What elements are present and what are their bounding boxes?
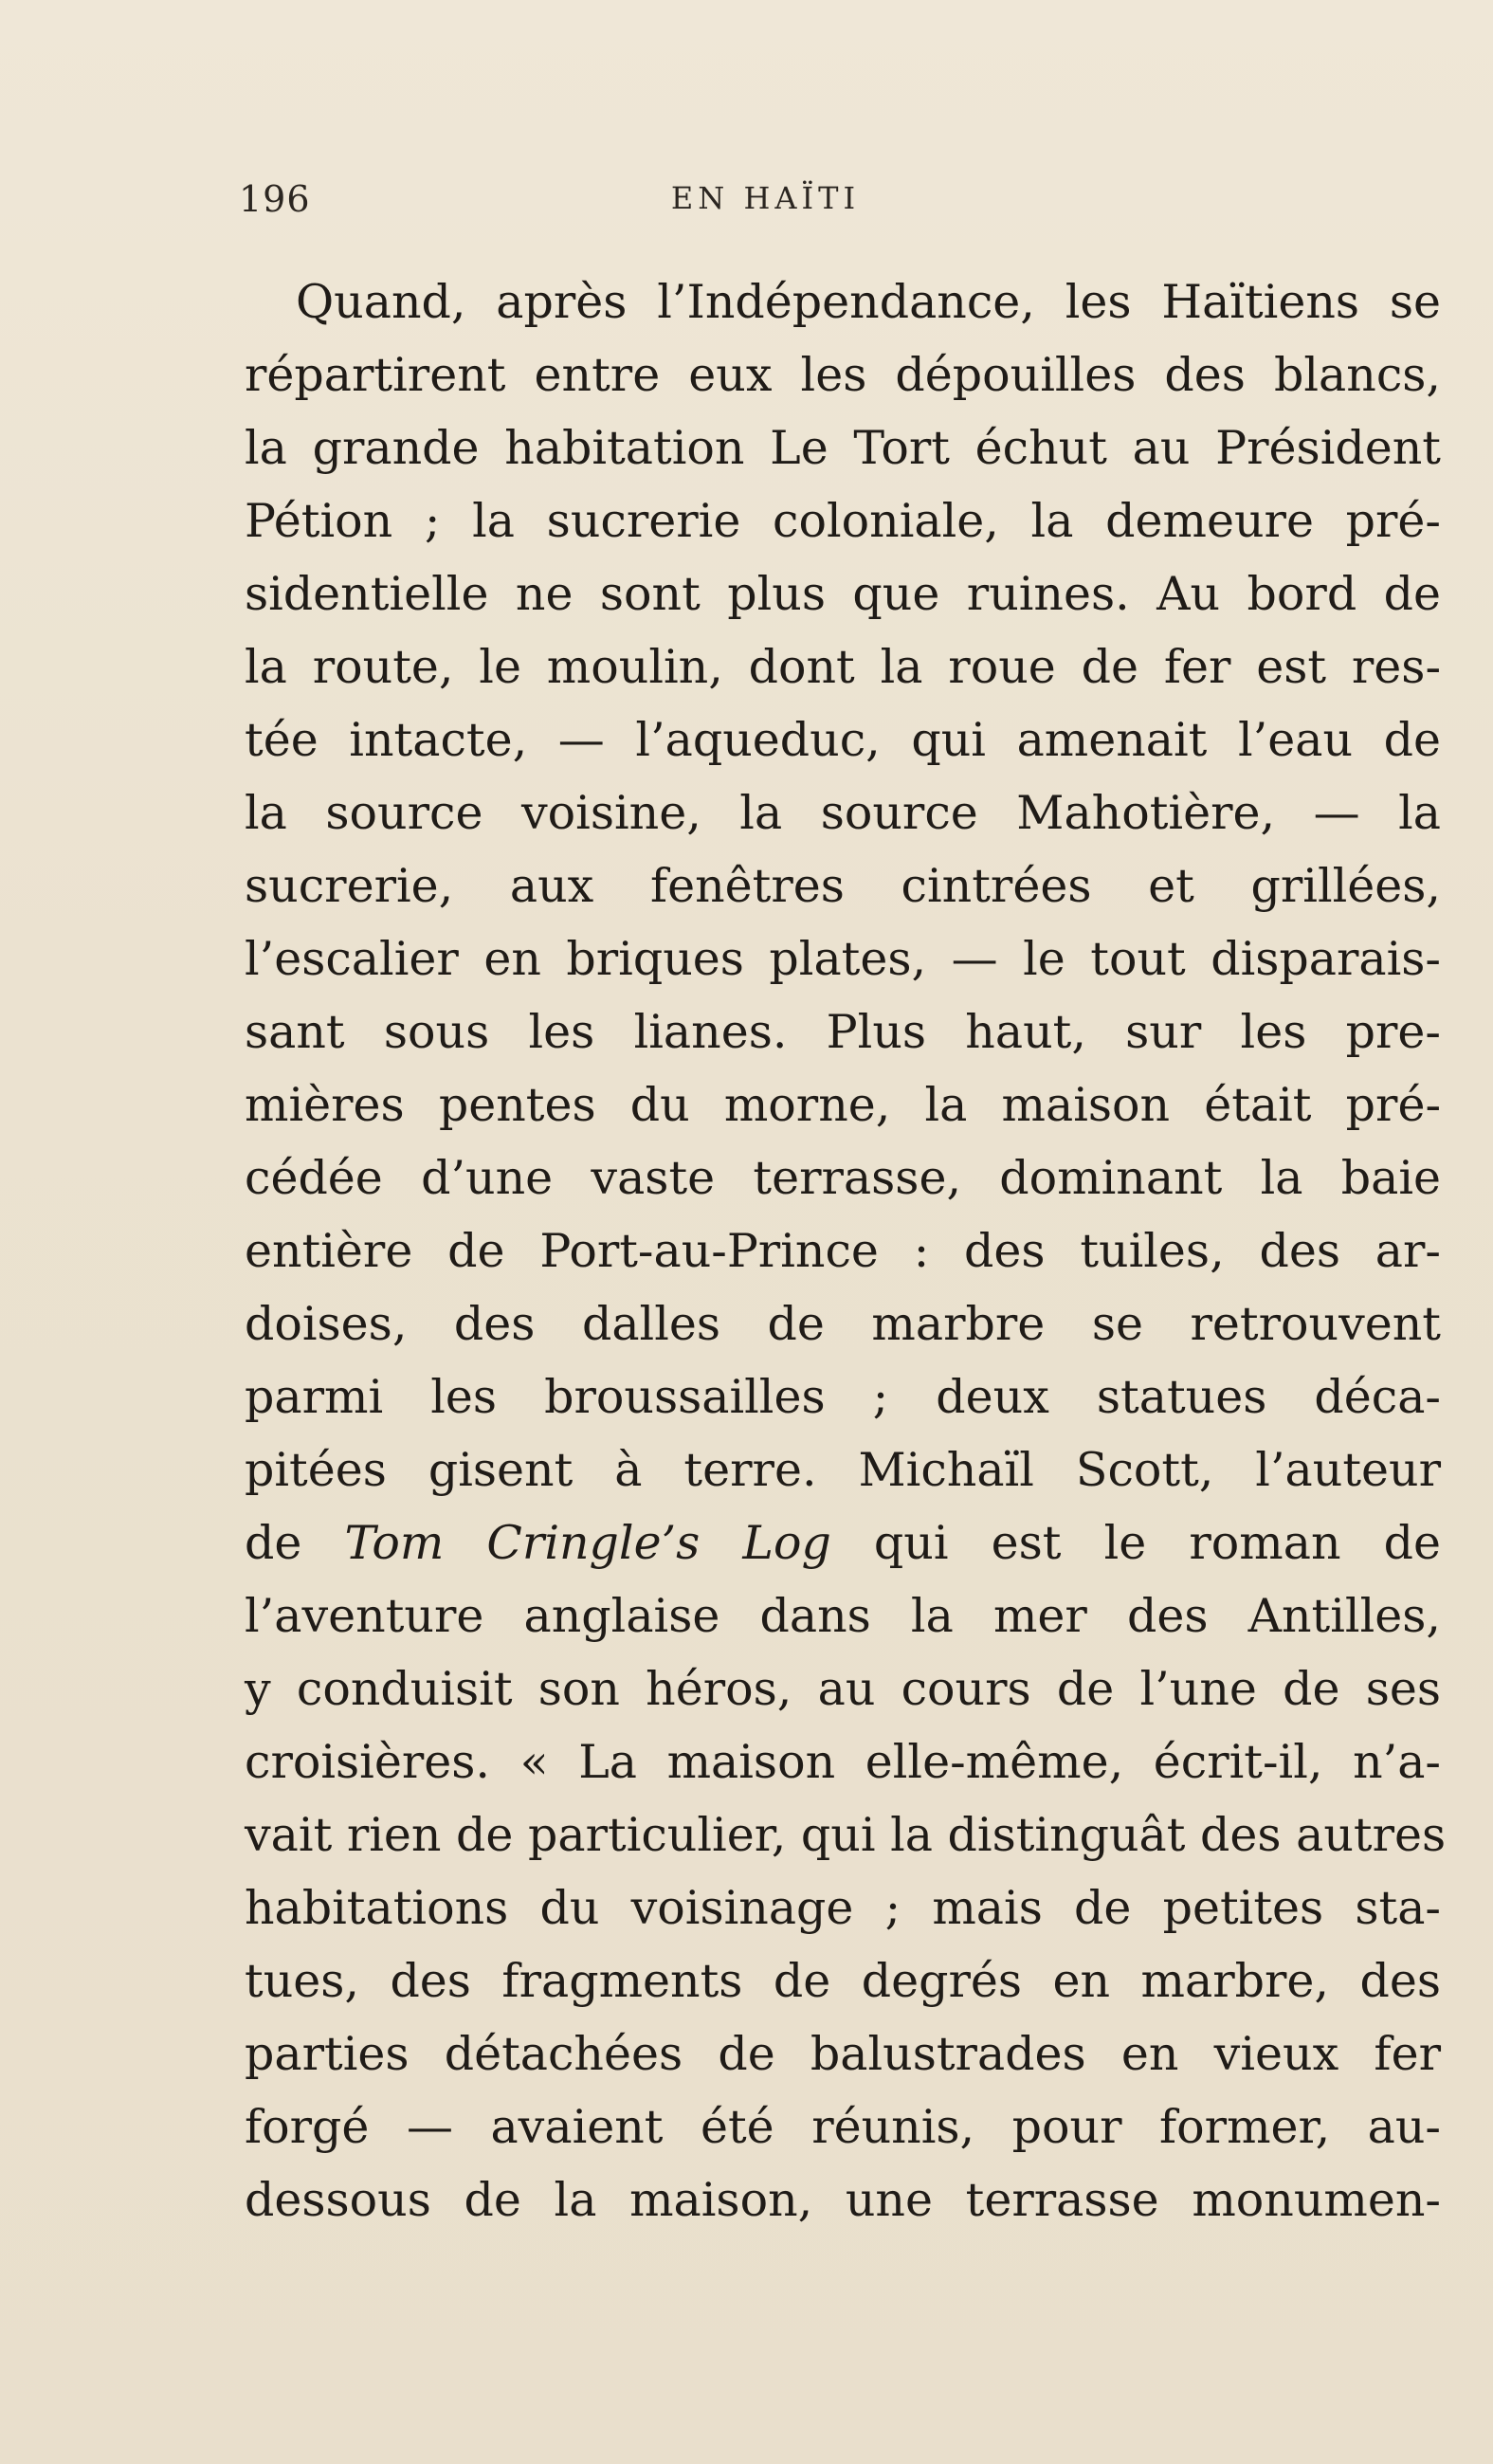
text-line: tues, des fragments de degrés en marbre, des — [245, 1954, 1441, 2008]
running-title: EN HAÏTI — [670, 180, 861, 216]
text-segment: qui est le roman de — [830, 1516, 1441, 1570]
text-line-with-title — [245, 1506, 1441, 1579]
text-line: tée intacte, — l’aqueduc, qui amenait l’eau de — [245, 713, 1441, 767]
text-line: croisières. « La maison elle-même, écrit-il, n’a- — [245, 1735, 1441, 1789]
text-line: doises, des dalles de marbre se retrouvent — [245, 1297, 1441, 1351]
text-line: sant sous les lianes. Plus haut, sur les pre- — [245, 1005, 1441, 1059]
text-line: l’escalier en briques plates, — le tout disparais- — [245, 932, 1441, 986]
text-segment: de — [245, 1516, 345, 1570]
text-line: y conduisit son héros, au cours de l’une de ses — [245, 1662, 1441, 1716]
page-number: 196 — [239, 178, 311, 220]
text-line: mières pentes du morne, la maison était pré- — [245, 1078, 1441, 1132]
text-line: Pétion ; la sucrerie coloniale, la demeure pré- — [245, 494, 1441, 548]
text-line: dessous de la maison, une terrasse monumen- — [245, 2173, 1441, 2227]
text-line: répartirent entre eux les dépouilles des blancs, — [245, 348, 1441, 402]
text-line: la route, le moulin, dont la roue de fer est res- — [245, 640, 1441, 694]
body-text — [245, 265, 1447, 2236]
book-title-italic: Tom Cringle’s Log — [344, 1516, 831, 1570]
text-line: parties détachées de balustrades en vieux fer — [245, 2027, 1441, 2081]
text-line: la source voisine, la source Mahotière, — la — [245, 786, 1441, 840]
text-line: entière de Port-au-Prince : des tuiles, des ar- — [245, 1224, 1441, 1278]
text-line: sidentielle ne sont plus que ruines. Au bord de — [245, 567, 1441, 621]
text-line: habitations du voisinage ; mais de petites sta- — [245, 1881, 1441, 1935]
text-line: sucrerie, aux fenêtres cintrées et grillées, — [245, 859, 1441, 913]
text-line: parmi les broussailles ; deux statues déca- — [245, 1370, 1441, 1424]
text-line: vait rien de particulier, qui la distinguât des autres — [245, 1808, 1447, 1862]
text-line: la grande habitation Le Tort échut au Président — [245, 421, 1441, 475]
text-line: Quand, après l’Indépendance, les Haïtiens se — [296, 275, 1441, 329]
text-line: l’aventure anglaise dans la mer des Antilles, — [245, 1589, 1441, 1643]
text-line: forgé — avaient été réunis, pour former, au- — [245, 2100, 1441, 2154]
text-line: cédée d’une vaste terrasse, dominant la baie — [245, 1151, 1441, 1205]
text-line: pitées gisent à terre. Michaïl Scott, l’auteur — [245, 1443, 1441, 1497]
